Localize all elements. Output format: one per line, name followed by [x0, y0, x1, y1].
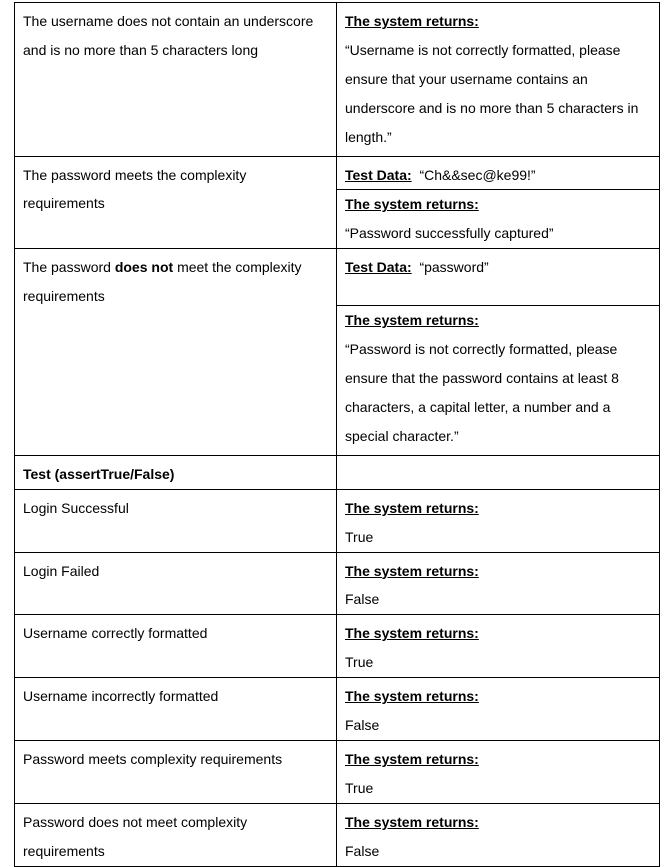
- table-row: [15, 552, 660, 615]
- test-name: Login Failed: [15, 552, 337, 615]
- condition-cell: [15, 249, 337, 456]
- condition-text: The password meets the complexity requirements: [23, 166, 247, 212]
- condition-text-post: meet the complexity requirements: [23, 259, 302, 305]
- result-value: True: [345, 779, 374, 796]
- table-row: [15, 615, 660, 678]
- result-cell: [337, 740, 660, 803]
- test-cases-table: [14, 2, 660, 867]
- section-header: Test (assertTrue/False): [15, 455, 337, 489]
- returns-label: The system returns:: [345, 688, 479, 705]
- returns-label: The system returns:: [345, 312, 479, 329]
- result-cell: [337, 3, 660, 157]
- condition-text-emphasis: does not: [114, 259, 174, 276]
- test-name: Username correctly formatted: [15, 615, 337, 678]
- returns-value: “Username is not correctly formatted, please ensure that your username contains an underscore and is no more than 5 characters in length.”: [345, 41, 639, 145]
- returns-label: The system returns:: [345, 750, 479, 767]
- result-value: True: [345, 654, 374, 671]
- test-data-value: “Ch&&sec@ke99!”: [419, 166, 536, 183]
- returns-label: The system returns:: [345, 562, 479, 579]
- returns-label: The system returns:: [345, 813, 479, 830]
- result-value: False: [345, 842, 380, 859]
- table-row: [15, 803, 660, 866]
- condition-cell: [15, 3, 337, 157]
- test-name: Password meets complexity requirements: [15, 740, 337, 803]
- test-name: Username incorrectly formatted: [15, 678, 337, 741]
- result-cell: [337, 249, 660, 456]
- returns-label: The system returns:: [345, 499, 479, 516]
- table-row: [15, 156, 660, 249]
- test-data-value: “password”: [419, 259, 489, 276]
- table-row: [15, 740, 660, 803]
- returns-value: “Password is not correctly formatted, please ensure that the password contains at least 8 characters, a capital letter, a number and a special character.”: [345, 341, 619, 444]
- table-row: [15, 249, 660, 456]
- returns-label: The system returns:: [345, 13, 479, 29]
- returns-value: “Password successfully captured”: [345, 225, 554, 242]
- empty-cell: [337, 455, 660, 489]
- result-cell: [337, 552, 660, 615]
- test-data-label: Test Data:: [345, 166, 412, 183]
- condition-cell: [15, 156, 337, 249]
- test-name: Login Successful: [15, 489, 337, 552]
- result-cell: [337, 615, 660, 678]
- result-cell: [337, 489, 660, 552]
- condition-text-pre: The password: [23, 259, 111, 276]
- test-name: Password does not meet complexity requirements: [15, 803, 337, 866]
- result-cell: [337, 678, 660, 741]
- returns-label: The system returns:: [345, 625, 479, 642]
- test-data-label: Test Data:: [345, 259, 412, 276]
- result-value: False: [345, 591, 380, 608]
- result-value: True: [345, 528, 374, 545]
- table-row: [15, 3, 660, 157]
- table-row: [15, 455, 660, 489]
- result-value: False: [345, 717, 380, 734]
- result-cell: [337, 803, 660, 866]
- result-cell: [337, 156, 660, 249]
- condition-text: The username does not contain an underscore and is no more than 5 characters long: [23, 13, 314, 58]
- returns-label: The system returns:: [345, 196, 479, 213]
- table-row: [15, 678, 660, 741]
- table-row: [15, 489, 660, 552]
